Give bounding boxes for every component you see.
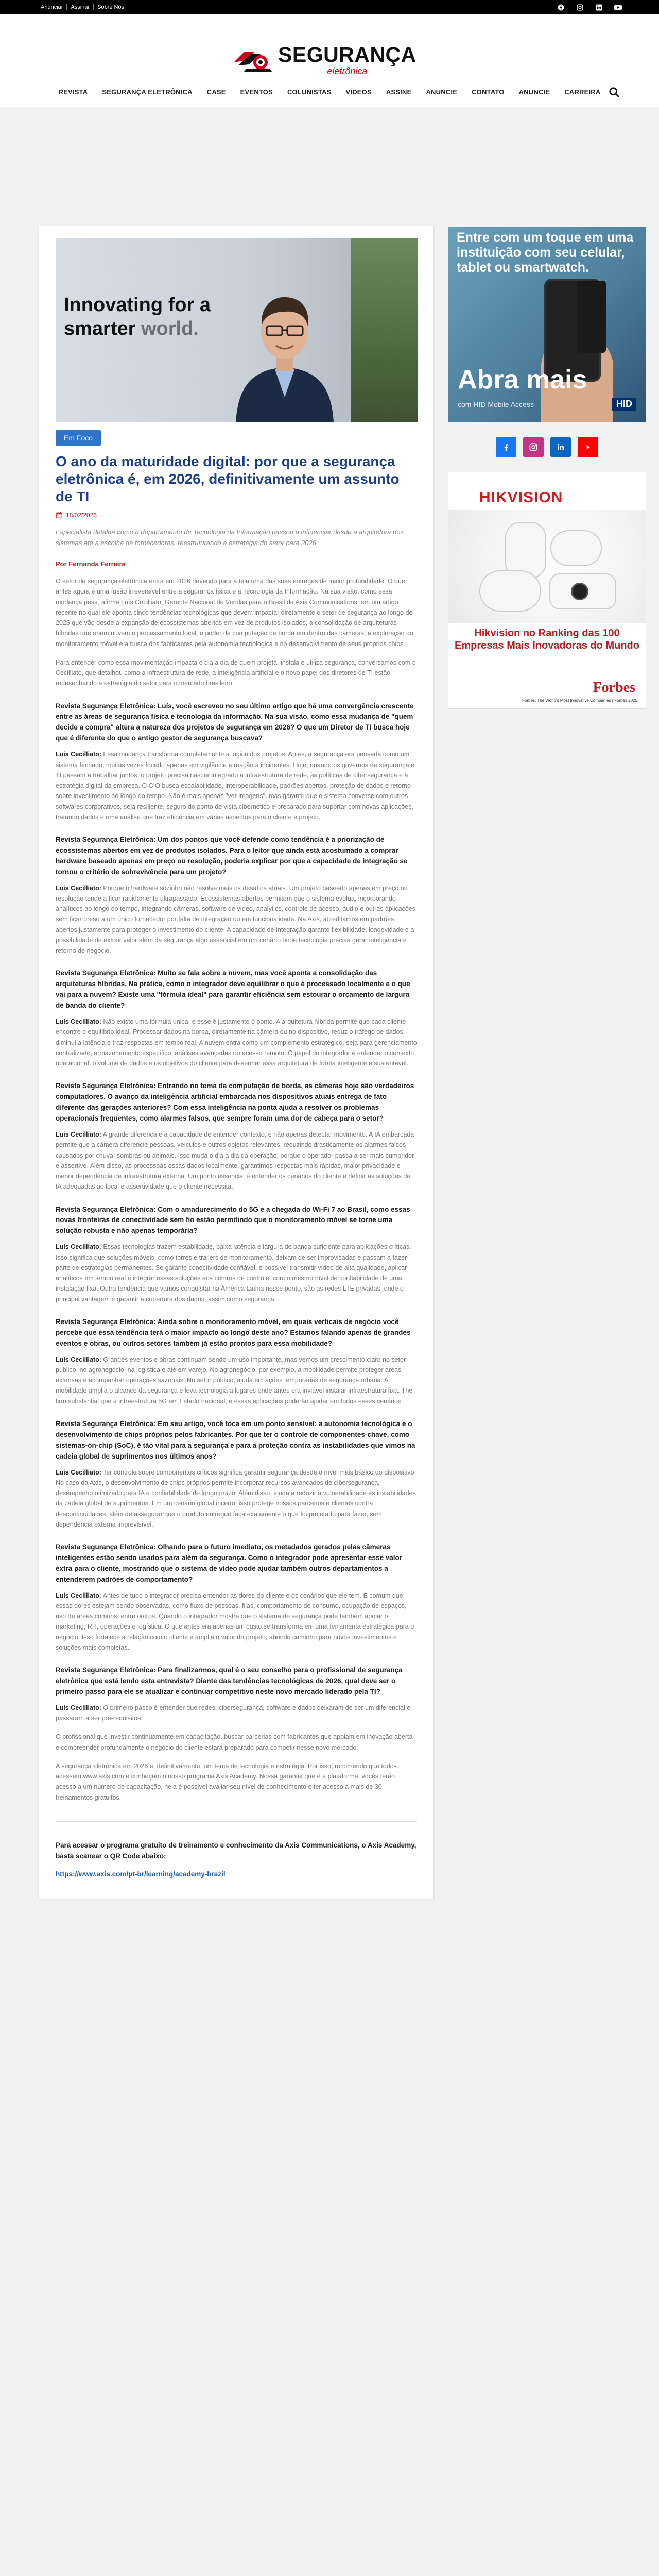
article-card (39, 226, 434, 1899)
article-outro-2: A segurança eletrônica em 2026 é, definitivamente, um tema de tecnologia e estratégia. Por isso, recomendo que todos acessem www.axis.com e conheçam o nosso programa Axis Academy. Nossa garantia que é a plataforma, vocês terão acesso a um número de capacitação, nela é possível avaliar seu nível de conhecimento e ter acesso a mais de 30 treinamentos gratuitos. (56, 1762, 397, 1801)
hikvision-logo: HIKVISION (479, 489, 563, 506)
camera-lens (571, 583, 588, 600)
article-intro-1: O setor de segurança eletrônica entra em 2026 devendo para a tela uma das suas entregas de maior profundidade. O que antes agora é uma fusão irreversível entre a segurança física e a Tecnologia da Informação. Na sua visão, como essa mudança pesa, afirma Luís Cecilliato, Gerente Nacional de Vendas para o Brasil da Axis Communications, em um artigo recente no qual ele aponta cinco tendências tecnológicas que devem impactar diretamente o setor de segurança ao longo de 2026 que vão desde a expansão de ecossistemas abertos em vez de produtos isolados, a consolidação de arquiteturas híbridas que unem nuvem e processamento local, o poder da computação de borda em dentro das câmeras, a exploração do monitoramento móvel e a busca dos fabricantes pela autonomia tecnológica e no desenvolvimento de seus próprios chips. (56, 578, 413, 648)
logo-tagline: eletrônica (327, 66, 368, 76)
hero-plant (351, 238, 418, 422)
article-date (56, 512, 417, 519)
top-link-sobre[interactable]: Sobre Nós (97, 4, 125, 10)
linkedin-icon[interactable] (550, 437, 571, 457)
logo-title: SEGURANÇA (278, 43, 417, 66)
top-bar (0, 0, 659, 14)
qa-answer-speaker: Luís Cecilliato: (56, 1355, 101, 1363)
qa-answer-text: Antes de tudo o integrador precisa entender as dores do cliente e os cenários que ele tem. É comum que essas dores estejam sendo observadas, como fluxo de pessoas, filas, comportamento de consumo, ocupação de espaços, uso de áreas comuns, entre outros. Quando o integrador mostra que o sistema de segurança pode também apoiar o marketing, RH, operações e logística. O que antes era apenas um custo se transforma em uma ferramenta estratégica para o negócio. Isso fortalece a relação com o cliente e amplia o valor do projeto, abrindo caminho para novos investimentos e soluções mais completas. (56, 1591, 414, 1651)
hero-slogan-line-3: world. (141, 318, 199, 340)
top-link-anunciar[interactable]: Anunciar (37, 4, 67, 10)
qa-answer-speaker: Luís Cecilliato: (56, 1704, 101, 1711)
nav-anuncie[interactable]: ANUNCIE (426, 88, 458, 96)
nav-case[interactable]: CASE (206, 88, 226, 96)
article-lede: Especialista detalha como o departamento de Tecnologia da Informação passou a influenciar desde a arquitetura dos sistemas até a escolha de fornecedores, reestruturando a estratégia do setor para 2026 (56, 528, 404, 547)
main-nav (0, 80, 659, 103)
hero-slogan-line-2: smarter (64, 318, 136, 340)
hikvision-ad-banner[interactable] (448, 472, 646, 709)
hid-ad-reader (577, 281, 606, 353)
qa-question: Revista Segurança Eletrônica: Com o amadurecimento do 5G e a chegada do Wi-Fi 7 ao Brasil, como essas novas fronteiras de conectividade sem fio estão permitindo que o monitoramento móvel se torne uma solução robusta e não apenas temporária? (56, 1205, 410, 1235)
qa-answer-speaker: Luís Cecilliato: (56, 884, 101, 892)
nav-contato[interactable]: CONTATO (472, 88, 505, 96)
qa-answer (56, 1129, 417, 1192)
nav-assine[interactable]: ASSINE (386, 88, 412, 96)
hero-image (56, 238, 418, 422)
top-link-assinar[interactable]: Assinar (67, 4, 94, 10)
article-author: Por Fernanda Ferreira (56, 560, 126, 568)
qa-answer-speaker: Luís Cecilliato: (56, 1131, 101, 1139)
facebook-icon[interactable] (496, 437, 516, 457)
calendar-icon (56, 512, 63, 519)
qa-question: Revista Segurança Eletrônica: Para finalizarmos, qual é o seu conselho para o profissional de segurança eletrônica que está lendo esta entrevista? Diante das tendências tecnológicas de 2026, qual deve ser o primeiro passo para ele se atualizar e continuar competitivo neste novo mercado liderado pela TI? (56, 1666, 403, 1696)
qa-block-2 (56, 835, 417, 956)
qa-answer-speaker: Luís Cecilliato: (56, 751, 101, 758)
qa-answer-speaker: Luís Cecilliato: (56, 1468, 101, 1476)
qa-answer-speaker: Luís Cecilliato: (56, 1018, 101, 1026)
hid-logo: HID (612, 398, 636, 411)
search-icon[interactable] (609, 87, 620, 98)
top-social (557, 4, 622, 11)
category-badge[interactable]: Em Foco (56, 430, 101, 446)
qa-answer-speaker: Luís Cecilliato: (56, 1243, 101, 1251)
logo-mark-icon (231, 45, 275, 76)
article-title: O ano da maturidade digital: por que a segurança eletrônica é, em 2026, definitivamente um assunto de TI (56, 453, 400, 505)
article-intro-2: Para entender como essa movimentação impacta o dia a dia de quem projeta, instala e utiliza segurança, conversamos com o Cecilliato, que detalhou como a infraestrutura de rede, a inteligência artificial e o novo papel dos diretores de TI estão redesenhando a estratégia do setor para o mercado brasileiro. (56, 658, 416, 687)
top-links (37, 4, 128, 10)
instagram-icon[interactable] (576, 4, 584, 11)
nav-colunistas[interactable]: COLUNISTAS (287, 88, 332, 96)
qa-block-9 (56, 1665, 417, 1723)
instagram-icon[interactable] (523, 437, 544, 457)
qa-block-1 (56, 701, 417, 822)
qa-answer (56, 1590, 417, 1653)
qa-question: Revista Segurança Eletrônica: Muito se fala sobre a nuvem, mas você aponta a consolidação das arquiteturas híbridas. Na prática, como o integrador deve equilibrar o que é processado localmente e o que vai para a nuvem? Existe uma "fórmula ideal" para garantir eficiência sem estourar o orçamento de largura de banda do cliente? (56, 969, 410, 1010)
camera-shape (479, 570, 541, 612)
forbes-caption: Forbes: The World's Most Innovative Companies | Forbes 2025 (522, 698, 637, 703)
nav-videos[interactable]: VÍDEOS (345, 88, 372, 96)
hero-slogan (64, 293, 211, 341)
qa-answer (56, 1354, 417, 1406)
hid-ad-title: Entre com um toque em uma instituição com seu celular, tablet ou smartwatch. (457, 230, 634, 275)
qa-answer-text: Essas tecnologias trazem estabilidade, baixa latência e largura de banda suficiente para aplicações críticas. Isso significa que soluções móveis, como torres e trailers de monitoramento, deixam de ser improvisadas e passam a fazer parte de estratégias permanentes. Se garante conectividade confiável, é possível transmitir vídeo de alta qualidade, aplicar analíticos em tempo real e integrar essas soluções aos centros de controle, com o mesmo nível de confiabilidade de uma instalação fixa. Outra tendência que vamos conquistar na América Latina nesse ponto, são as redes LTE privadas, onde o principal vantagem é garantir a cobertura dos dados, assim como segurança. (56, 1243, 411, 1303)
site-header (0, 14, 659, 107)
qa-answer-text: Porque o hardware sozinho não resolve mais os desafios atuais. Um projeto baseado apenas em preço ou resolução tende a ficar rapidamente ultrapassado. Ecossistemas abertos permitem que o sistema evolua, incorporando analíticos ao longo do tempo, integrando câmeras, software de vídeo, analytics, controle de acesso, áudio e outras aplicações sem ficar preso a um único fornecedor por falta de integração ou em funcionalidade. Na Axis, acreditamos em padrões abertos justamente para proteger o investimento do cliente. A capacidade de integração garante flexibilidade, longevidade e a possibilidade de extrair valor além da segurança algo essencial em um cenário onde tecnologia precisa gerar inteligência e retorno de negócio. (56, 884, 416, 955)
qa-answer (56, 1242, 417, 1304)
qa-answer (56, 1467, 417, 1530)
qa-question: Revista Segurança Eletrônica: Entrando no tema da computação de borda, as câmeras hoje são verdadeiros computadores. O avanço da inteligência artificial embarcada nos dispositivos atuais entrega de fato diferente das gerações anteriores? Com essa inteligência na ponta ajuda a resolver os problemas operacionais frequentes, como alarmes falsos, que sempre foram uma dor de cabeça para o setor? (56, 1082, 414, 1123)
site-logo[interactable] (231, 44, 417, 76)
forbes-logo: Forbes (593, 680, 635, 696)
qa-answer (56, 1016, 417, 1069)
qa-block-5 (56, 1205, 417, 1304)
academy-link[interactable]: https://www.axis.com/pt-br/learning/academy-brazil (56, 1870, 226, 1878)
article-outro-1: O profissional que investir continuamente em capacitação, buscar parcerias com fabricantes que apoiam em inovação aberta e compreender profundamente o negócio do cliente estará preparado para competir nesse novo mercado. (56, 1733, 413, 1751)
qa-block-3 (56, 968, 417, 1069)
hikvision-rank-text: Hikvision no Ranking das 100 Empresas Mais Inovadoras do Mundo (455, 628, 639, 651)
qa-block-8 (56, 1542, 417, 1653)
sidebar (448, 227, 646, 709)
hid-ad-banner[interactable] (448, 227, 646, 422)
qa-answer-speaker: Luís Cecilliato: (56, 1591, 101, 1599)
nav-anuncie-2[interactable]: ANUNCIE (518, 88, 550, 96)
qa-answer (56, 883, 417, 956)
qa-block-4 (56, 1081, 417, 1192)
sidebar-social (448, 437, 646, 457)
hero-slogan-line-1: Innovating for a (64, 294, 211, 316)
qa-answer-text: O primeiro passo é entender que redes, cibersegurança, software e dados deixaram de ser um diferencial e passaram a ser pré-requisitos. (56, 1704, 411, 1722)
qa-question: Revista Segurança Eletrônica: Luís, você escreveu no seu último artigo que há uma convergência crescente entre as áreas de segurança física e tecnologia da informação. Na sua visão, como essa mudança de "quem decide a compra" altera a natureza dos projetos de segurança em 2026? O que um Diretor de TI busca hoje que é diferente do que o antigo gestor de segurança buscava? (56, 702, 414, 742)
academy-cta: Para acessar o programa gratuito de treinamento e conhecimento da Axis Communications, o Axis Academy, basta scanear o QR Code abaixo: (56, 1841, 417, 1860)
qa-answer-text: Grandes eventos e obras continuam sendo um uso importante, mas vemos um crescimento claro no setor público, no agronegócio, na logística e até em varejo. No agronegócio, por exemplo, a mobilidade permite proteger áreas extensas e acompanhar operações sazonais. No setor público, ajuda em ações temporárias de segurança urbana. A mobilidade amplia o alcance da segurança e leva tecnologia a lugares onde antes era inviável instalar infraestrutura fixa. The firm substantial que a infraestrutura 5G em Estado nacional, e essas aplicações poderão ajudar em todos esses cenários. (56, 1355, 413, 1405)
qa-answer-text: Ter controle sobre componentes críticos significa garantir segurança desde o nível mais básico do dispositivo. No caso da Axis, o desenvolvimento de chips próprios permite incorporar recursos avançados de cibersegurança, desempenho otimizado para IA e confiabilidade de longo prazo. Além disso, ajuda a reduzir a vulnerabilidade às instabilidades da cadeia global de suprimentos. Em um cenário global incerto, isso protege nossos parceiros e clientes contra descontinuidades, além de assegurar que o produto entregue faça exatamente o que foi projetado para fazer, sem dependência externa imprevisível. (56, 1468, 417, 1528)
nav-eventos[interactable]: EVENTOS (240, 88, 273, 96)
qa-question: Revista Segurança Eletrônica: Em seu artigo, você toca em um ponto sensível: a autonomia tecnológica e o desenvolvimento de chips próprios pelos fabricantes. Por que ter o controle de componentes-chave, como sistemas-on-chip (SoC), é tão vital para a segurança e para a proteção contra as instabilidades que vimos na cadeia global de suprimentos nos últimos anos? (56, 1419, 415, 1460)
camera-shape (550, 530, 602, 566)
qa-answer (56, 1703, 417, 1724)
hikvision-cameras (448, 510, 646, 623)
facebook-icon[interactable] (557, 4, 565, 11)
youtube-icon[interactable] (614, 4, 622, 11)
qa-question: Revista Segurança Eletrônica: Ainda sobre o monitoramento móvel, em quais verticais de negócio você percebe que essa tendência terá o maior impacto ao longo deste ano? Estamos falando apenas de grandes eventos e obras, ou outros setores também já estão prontos para essa mobilidade? (56, 1317, 411, 1347)
divider (56, 1821, 417, 1822)
qa-block-6 (56, 1317, 417, 1406)
hid-ad-sub: com HID Mobile Access (458, 400, 534, 409)
qa-answer-text: A grande diferença é a capacidade de entender contexto, e não apenas detectar movimento. A IA embarcada permite que a câmera diferencie pessoas, veículos e outros objetos relevantes, reduzindo drasticamente os alarmes falsos causados por chuva, sombras ou animais. Isso muda o dia a dia da operação, porque o operador passa a ser mais cumpridor e assertivo. Além disso, as processoas essas dados localmente, garantimos respostas mais rápidas, maior privacidade e menor dependência de infraestrutura externa. Um ponto essencial é entender os cenários do cliente e definir as soluções de IA adequadas ao local e assertividade que o cliente necessita. (56, 1131, 414, 1191)
nav-revista[interactable]: REVISTA (58, 88, 88, 96)
qa-question: Revista Segurança Eletrônica: Um dos pontos que você defende como tendência é a priorização de ecossistemas abertos em vez de produtos isolados. Para o leitor que ainda está acostumado a comprar hardware baseado apenas em preço ou resolução, poderia explicar por que a capacidade de integração se tornou o critério de sobrevivência para um projeto? (56, 836, 408, 876)
youtube-icon[interactable] (578, 437, 598, 457)
hero-person-photo (231, 268, 339, 422)
qa-block-7 (56, 1419, 417, 1530)
article-date-text: 18/02/2026 (66, 512, 97, 519)
nav-seguranca-eletronica[interactable]: SEGURANÇA ELETRÔNICA (102, 88, 193, 96)
qa-answer (56, 749, 417, 822)
linkedin-icon[interactable] (595, 4, 603, 11)
hid-ad-headline: Abra mais (458, 365, 587, 395)
qa-answer-text: Essa mudança transforma completamente a lógica dos projetos. Antes, a segurança era pensada como um sistema fechado, muitas vezes focado apenas em vigilância e reação a incidentes. Hoje, quando os governos de segurança e TI passam a trabalhar juntos, o projeto precisa nascer integrado à infraestrutura de rede, às políticas de cibersegurança e à estratégia digital da empresa. O CIO busca escalabilidade, interoperabilidade, padrões abertos, proteção de dados e retorno sobre investimento ao longo do tempo. Não é mais apenas "ver imagens", mas garantir que o sistema converse com outros softwares corporativos, seja resiliente, seguro do ponto de vista cibernético e preparado para suportar com novas aplicações, tratando dados e uma análise que traz eficiência em várias aspectos para o cliente e projeto. (56, 751, 414, 821)
nav-carreira[interactable]: CARREIRA (564, 88, 601, 96)
qa-question: Revista Segurança Eletrônica: Olhando para o futuro imediato, os metadados gerados pelas câmeras inteligentes estão sendo usados para além da segurança. Como o integrador pode apresentar esse valor extra para o cliente, mostrando que o sistema de vídeo pode ajudar também outros departamentos a entenderem padrões de comportamento? (56, 1543, 402, 1583)
qa-answer-text: Não existe uma fórmula única, e esse é justamente o ponto. A arquitetura híbrida permite que cada cliente encontre o equilíbrio ideal. Processar dados na borda, diretamente na câmera ou no dispositivo, reduz o tráfego de dados, diminui a latência e traz respostas em tempo real. A nuvem entra como um complemento estratégico, seja para gerenciamento centralizado, armazenamento específico, análises avançadas ou acesso remoto. O papel do integrador é entender o contexto operacional, o volume de dados e os objetivos do cliente para desenhar essa arquitetura de forma inteligente e sustentável. (56, 1018, 417, 1067)
